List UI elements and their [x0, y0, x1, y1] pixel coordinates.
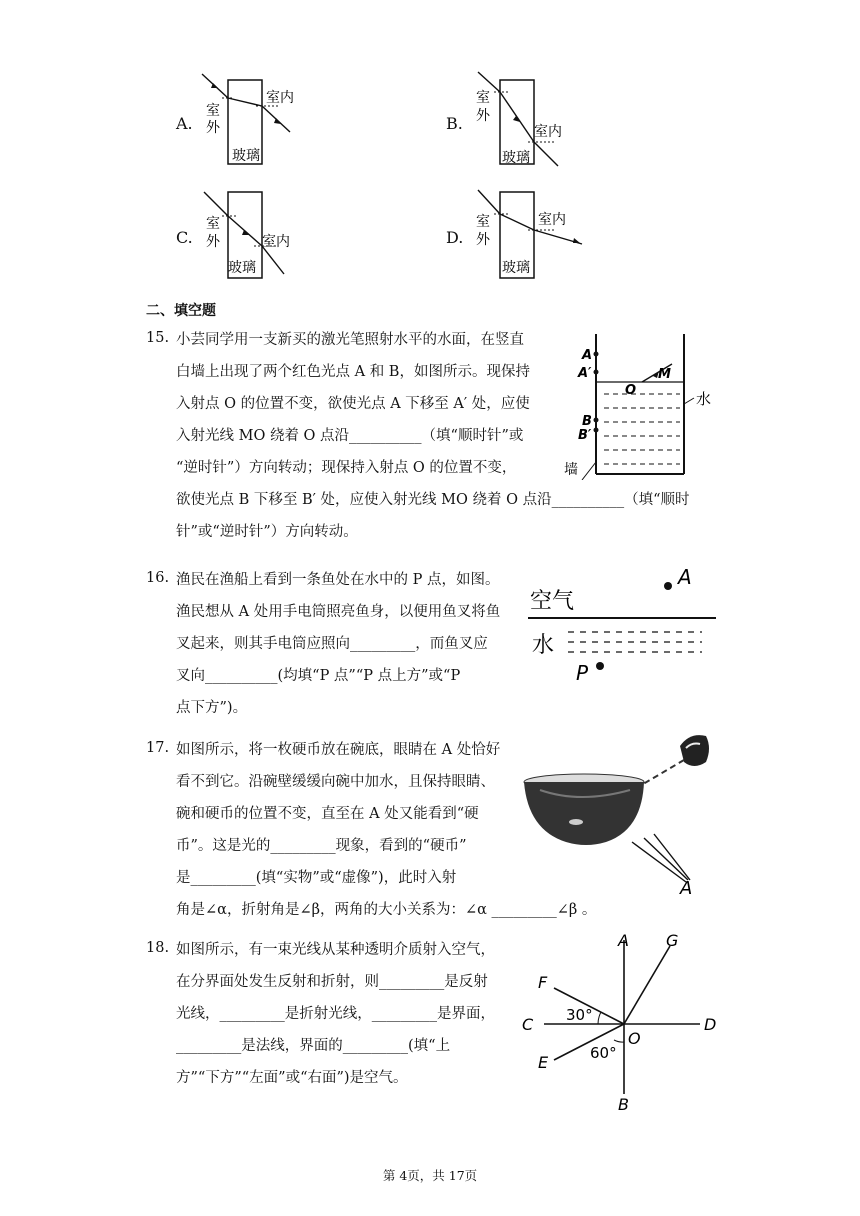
section-title: 二、填空题 [146, 303, 216, 319]
question-line: 光线，_________是折射光线，_________是界面， [176, 1006, 495, 1022]
svg-text:室: 室 [206, 216, 220, 232]
label-d: D [704, 1015, 717, 1034]
label-o: O [625, 383, 637, 398]
question-number: 16. [146, 570, 170, 586]
option-d-diagram [470, 186, 590, 282]
label-p: P [576, 661, 589, 685]
svg-text:室: 室 [476, 214, 490, 230]
label-a: A [618, 931, 629, 950]
option-c-in-label: 室内 [262, 234, 290, 250]
label-f: F [538, 973, 548, 992]
label-c: C [522, 1015, 534, 1034]
option-a-letter: A. [176, 114, 193, 133]
question-line: 角是∠α，折射角是∠β，两角的大小关系为：∠α _________∠β 。 [176, 902, 597, 918]
question-number: 18. [146, 940, 170, 956]
option-b-diagram [470, 70, 580, 170]
option-a-diagram [198, 70, 308, 170]
svg-text:外: 外 [206, 120, 220, 136]
question-line: _________是法线，界面的_________(填“上 [176, 1038, 451, 1054]
question-line: 叉向__________(均填“P 点”“P 点上方”或“P [176, 668, 461, 684]
question-line: 渔民在渔船上看到一条鱼处在水中的 P 点，如图。 [176, 572, 500, 588]
question-line: 渔民想从 A 处用手电筒照亮鱼身，以便用鱼叉将鱼 [176, 604, 501, 620]
option-a-in-label: 室内 [266, 90, 294, 106]
label-water: 水 [696, 390, 712, 408]
option-d-in-label: 室内 [538, 212, 566, 228]
page-footer: 第 4页，共 17页 [382, 1168, 478, 1183]
question-line: 点下方”)。 [176, 700, 248, 716]
question-line: 在分界面处发生反射和折射，则_________是反射 [176, 974, 488, 990]
question-number: 17. [146, 740, 170, 756]
q17-diagram [520, 730, 730, 896]
question-line: 针”或“逆时针”）方向转动。 [176, 524, 358, 540]
svg-text:外: 外 [206, 234, 220, 250]
q15-diagram [560, 332, 720, 480]
label-water: 水 [532, 633, 555, 658]
question-line: 入射光线 MO 绕着 O 点沿__________（填“顺时针”或 [176, 428, 524, 444]
q16-diagram [522, 566, 722, 688]
question-line: 是_________(填“实物”或“虚像”)，此时入射 [176, 870, 457, 886]
label-m: M [658, 367, 671, 382]
svg-text:室: 室 [476, 90, 490, 106]
question-line: “逆时针”）方向转动；现保持入射点 O 的位置不变， [176, 460, 517, 476]
option-a-out-label: 室 [206, 103, 220, 119]
question-line: 方”“下方”“左面”或“右面”)是空气。 [176, 1070, 408, 1086]
option-b-glass-label: 玻璃 [502, 150, 530, 166]
option-d-letter: D. [446, 228, 464, 247]
label-e: E [538, 1053, 549, 1072]
question-number: 15. [146, 330, 170, 346]
label-o: O [628, 1029, 641, 1048]
label-a: A [582, 348, 593, 363]
question-line: 币”。这是光的_________现象，看到的“硬币” [176, 838, 467, 854]
question-line: 小芸同学用一支新买的激光笔照射水平的水面，在竖直 [176, 332, 524, 348]
question-line: 欲使光点 B 下移至 B′ 处，应使入射光线 MO 绕着 O 点沿__________（填“顺时 [176, 492, 690, 508]
question-line: 入射点 O 的位置不变，欲使光点 A 下移至 A′ 处，应使 [176, 396, 530, 412]
question-line: 如图所示，有一束光线从某种透明介质射入空气， [176, 942, 495, 958]
label-a-prime: A′ [578, 366, 592, 381]
label-b-prime: B′ [578, 428, 592, 443]
label-g: G [666, 931, 679, 950]
angle-30-label: 30° [566, 1006, 593, 1024]
option-c-letter: C. [176, 228, 193, 247]
question-line: 看不到它。沿碗壁缓缓向碗中加水，且保持眼睛、 [176, 774, 495, 790]
label-wall: 墙 [564, 462, 578, 478]
question-line: 叉起来，则其手电筒应照向_________，而鱼叉应 [176, 636, 488, 652]
label-b: B [618, 1095, 629, 1114]
question-line: 如图所示，将一枚硬币放在碗底，眼睛在 A 处恰好 [176, 742, 501, 758]
svg-text:外: 外 [476, 232, 490, 248]
option-b-in-label: 室内 [534, 124, 562, 140]
label-b: B [582, 414, 592, 429]
q18-diagram [518, 930, 728, 1114]
label-a: A [680, 878, 693, 896]
question-line: 碗和硬币的位置不变，直至在 A 处又能看到“硬 [176, 806, 479, 822]
angle-60-label: 60° [590, 1044, 617, 1062]
svg-text:外: 外 [476, 108, 490, 124]
option-a-glass-label: 玻璃 [232, 148, 260, 164]
option-c-glass-label: 玻璃 [228, 260, 256, 276]
option-b-letter: B. [446, 114, 463, 133]
option-c-diagram [198, 186, 308, 282]
label-a: A [678, 566, 692, 589]
question-line: 白墙上出现了两个红色光点 A 和 B，如图所示。现保持 [176, 364, 530, 380]
option-d-glass-label: 玻璃 [502, 260, 530, 276]
label-air: 空气 [530, 589, 575, 614]
